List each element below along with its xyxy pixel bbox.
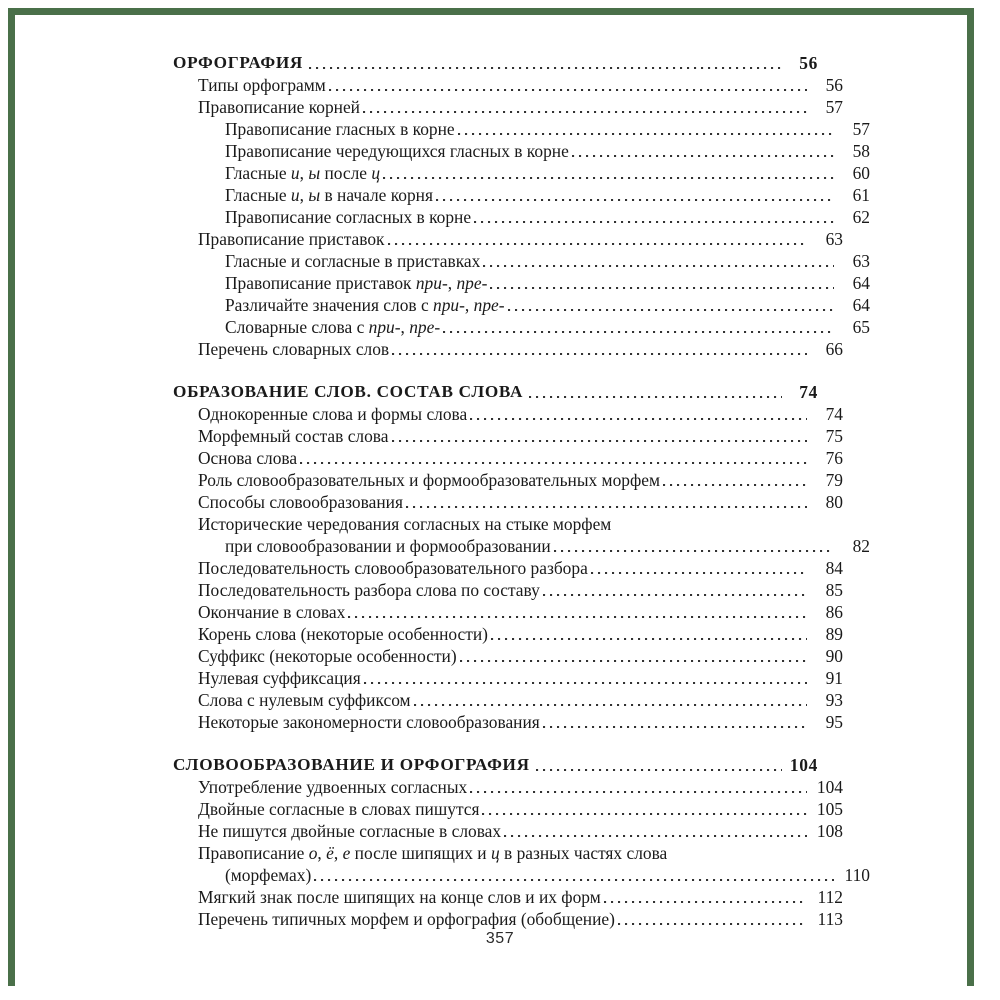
toc-entry-page-number: 63 — [852, 251, 870, 271]
table-of-contents — [173, 52, 870, 930]
dot-leader — [309, 52, 782, 74]
toc-entry-title: Однокоренные слова и формы слова — [198, 404, 468, 424]
toc-entry — [225, 272, 870, 294]
dot-leader — [529, 381, 782, 403]
dot-leader — [388, 228, 808, 250]
toc-entry — [225, 162, 870, 184]
toc-entry-page-number: 75 — [825, 426, 843, 446]
toc-entry — [198, 447, 843, 469]
dot-leader — [543, 579, 807, 601]
toc-entry — [198, 645, 843, 667]
toc-entry-title: ОРФОГРАФИЯ — [173, 53, 304, 72]
toc-entry-title: Нулевая суффиксация — [198, 668, 361, 688]
toc-entry-page-number: 57 — [852, 119, 870, 139]
dot-leader — [392, 338, 807, 360]
toc-entry — [198, 425, 843, 447]
dot-leader — [383, 162, 834, 184]
toc-entry-page-number: 64 — [852, 273, 870, 293]
toc-entry — [198, 886, 843, 908]
toc-entry-title: Не пишутся двойные согласные в словах — [198, 821, 502, 841]
dot-leader — [363, 96, 807, 118]
dot-leader — [618, 908, 807, 930]
toc-entry-title: Мягкий знак после шипящих на конце слов и их форм — [198, 887, 601, 907]
toc-entry-title: при словообразовании и формообразовании — [225, 536, 551, 556]
toc-entry-title: Употребление удвоенных согласных — [198, 777, 468, 797]
toc-entry-page-number: 95 — [825, 712, 843, 732]
toc-entry-page-number: 76 — [825, 448, 843, 468]
toc-entry-title: СЛОВООБРАЗОВАНИЕ И ОРФОГРАФИЯ — [173, 755, 530, 774]
dot-leader — [329, 74, 807, 96]
toc-entry — [198, 842, 843, 864]
toc-entry-page-number: 84 — [825, 558, 843, 578]
dot-leader — [474, 206, 834, 228]
toc-entry — [198, 96, 843, 118]
toc-entry — [198, 689, 843, 711]
dot-leader — [670, 842, 807, 864]
toc-section-heading — [173, 381, 818, 403]
toc-entry-page-number: 74 — [825, 404, 843, 424]
toc-entry-page-number: 56 — [799, 53, 818, 73]
toc-entry-title: Различайте значения слов с при-, пре- — [225, 295, 505, 315]
dot-leader — [508, 294, 834, 316]
toc-entry-page-number: 64 — [852, 295, 870, 315]
toc-entry-title: Морфемный состав слова — [198, 426, 389, 446]
dot-leader — [443, 316, 834, 338]
toc-entry — [225, 250, 870, 272]
toc-section — [173, 754, 870, 930]
toc-entry-title: Корень слова (некоторые особенности) — [198, 624, 488, 644]
dot-leader — [470, 776, 807, 798]
toc-entry — [225, 118, 870, 140]
toc-entry-page-number: 57 — [825, 97, 843, 117]
toc-entry — [198, 667, 843, 689]
toc-entry — [225, 316, 870, 338]
toc-entry-page-number: 74 — [799, 382, 818, 402]
toc-entry-title: Правописание корней — [198, 97, 360, 117]
toc-entry-page-number: 56 — [825, 75, 843, 95]
dot-leader — [406, 491, 807, 513]
toc-entry-title: Основа слова — [198, 448, 298, 468]
dot-leader — [663, 469, 807, 491]
toc-entry — [198, 908, 843, 930]
toc-entry-title: Типы орфограмм — [198, 75, 326, 95]
dot-leader — [543, 711, 807, 733]
page-border-top — [8, 8, 974, 15]
dot-leader — [364, 667, 807, 689]
toc-entry-title: Последовательность словообразовательного разбора — [198, 558, 588, 578]
toc-entry-page-number: 62 — [852, 207, 870, 227]
dot-leader — [348, 601, 807, 623]
toc-entry — [198, 228, 843, 250]
toc-entry-page-number: 89 — [825, 624, 843, 644]
toc-entry-title: Гласные и согласные в приставках — [225, 251, 481, 271]
toc-entry-page-number: 63 — [825, 229, 843, 249]
dot-leader — [392, 425, 807, 447]
dot-leader — [490, 272, 834, 294]
toc-entry-page-number: 104 — [789, 755, 818, 775]
toc-entry-title: Способы словообразования — [198, 492, 403, 512]
toc-entry-page-number: 65 — [852, 317, 870, 337]
toc-entry — [225, 206, 870, 228]
toc-entry-title: Перечень словарных слов — [198, 339, 390, 359]
toc-entry-page-number: 108 — [816, 821, 843, 841]
toc-entry-page-number: 93 — [825, 690, 843, 710]
toc-entry-title: Гласные и, ы в начале корня — [225, 185, 433, 205]
dot-leader — [436, 184, 834, 206]
dot-leader — [482, 798, 807, 820]
toc-entry — [198, 798, 843, 820]
toc-entry — [198, 491, 843, 513]
dot-leader — [536, 754, 782, 776]
toc-entry-page-number: 79 — [825, 470, 843, 490]
toc-entry-page-number: 58 — [852, 141, 870, 161]
toc-entry-page-number: 105 — [816, 799, 843, 819]
toc-entry-title: Последовательность разбора слова по составу — [198, 580, 540, 600]
toc-entry-title: Исторические чередования согласных на стыке морфем — [198, 514, 612, 534]
toc-entry-title: (морфемах) — [225, 865, 312, 885]
dot-leader — [483, 250, 834, 272]
dot-leader — [458, 118, 834, 140]
toc-entry-page-number: 80 — [825, 492, 843, 512]
dot-leader — [491, 623, 807, 645]
page-number: 357 — [485, 930, 515, 947]
toc-entry — [198, 776, 843, 798]
toc-entry-title: Правописание чередующихся гласных в корне — [225, 141, 569, 161]
toc-entry-title: Окончание в словах — [198, 602, 346, 622]
page-border-left — [8, 8, 15, 986]
dot-leader — [414, 689, 807, 711]
toc-entry — [198, 513, 843, 535]
toc-entry-title: Словарные слова с при-, пре- — [225, 317, 441, 337]
dot-leader — [504, 820, 807, 842]
dot-leader — [591, 557, 807, 579]
toc-entry-page-number: 60 — [852, 163, 870, 183]
dot-leader — [572, 140, 834, 162]
toc-entry-title: Правописание о, ё, е после шипящих и ц в разных частях слова — [198, 843, 668, 863]
toc-entry-page-number: 104 — [816, 777, 843, 797]
toc-entry-title: Суффикс (некоторые особенности) — [198, 646, 457, 666]
toc-entry-page-number: 61 — [852, 185, 870, 205]
toc-entry-page-number: 90 — [825, 646, 843, 666]
toc-entry-page-number: 113 — [817, 909, 843, 929]
toc-entry-title: Перечень типичных морфем и орфография (обобщение) — [198, 909, 615, 929]
toc-entry — [198, 74, 843, 96]
toc-entry-title: Слова с нулевым суффиксом — [198, 690, 411, 710]
dot-leader — [604, 886, 807, 908]
toc-entry-page-number: 85 — [825, 580, 843, 600]
toc-entry — [225, 140, 870, 162]
toc-entry — [198, 469, 843, 491]
toc-entry-title: Роль словообразовательных и формообразовательных морфем — [198, 470, 660, 490]
toc-entry-title: Правописание гласных в корне — [225, 119, 455, 139]
toc-entry — [225, 184, 870, 206]
toc-entry-title: Правописание приставок при-, пре- — [225, 273, 488, 293]
toc-entry-page-number: 86 — [825, 602, 843, 622]
toc-entry-title: Некоторые закономерности словообразования — [198, 712, 540, 732]
toc-entry-title: ОБРАЗОВАНИЕ СЛОВ. СОСТАВ СЛОВА — [173, 382, 524, 401]
toc-entry-page-number: 91 — [825, 668, 843, 688]
toc-entry-page-number: 66 — [825, 339, 843, 359]
toc-entry-title: Правописание согласных в корне — [225, 207, 472, 227]
dot-leader — [314, 864, 834, 886]
toc-entry-page-number: 110 — [844, 865, 870, 885]
toc-entry — [198, 403, 843, 425]
toc-entry-title: Двойные согласные в словах пишутся — [198, 799, 480, 819]
dot-leader — [614, 513, 807, 535]
toc-entry — [198, 338, 843, 360]
toc-section-heading — [173, 754, 818, 776]
toc-entry-page-number: 82 — [852, 536, 870, 556]
dot-leader — [554, 535, 834, 557]
toc-entry — [198, 557, 843, 579]
toc-entry — [198, 711, 843, 733]
dot-leader — [460, 645, 807, 667]
toc-entry — [198, 623, 843, 645]
toc-entry-continuation — [225, 864, 870, 886]
toc-entry — [198, 820, 843, 842]
toc-section-heading — [173, 52, 818, 74]
toc-entry — [198, 579, 843, 601]
toc-entry-page-number: 112 — [817, 887, 843, 907]
toc-entry-title: Гласные и, ы после ц — [225, 163, 381, 183]
dot-leader — [300, 447, 807, 469]
toc-entry — [225, 294, 870, 316]
dot-leader — [470, 403, 807, 425]
toc-entry-title: Правописание приставок — [198, 229, 385, 249]
toc-entry-continuation — [225, 535, 870, 557]
toc-entry — [198, 601, 843, 623]
toc-section — [173, 52, 870, 360]
page-border-right — [967, 8, 974, 986]
toc-section — [173, 381, 870, 733]
